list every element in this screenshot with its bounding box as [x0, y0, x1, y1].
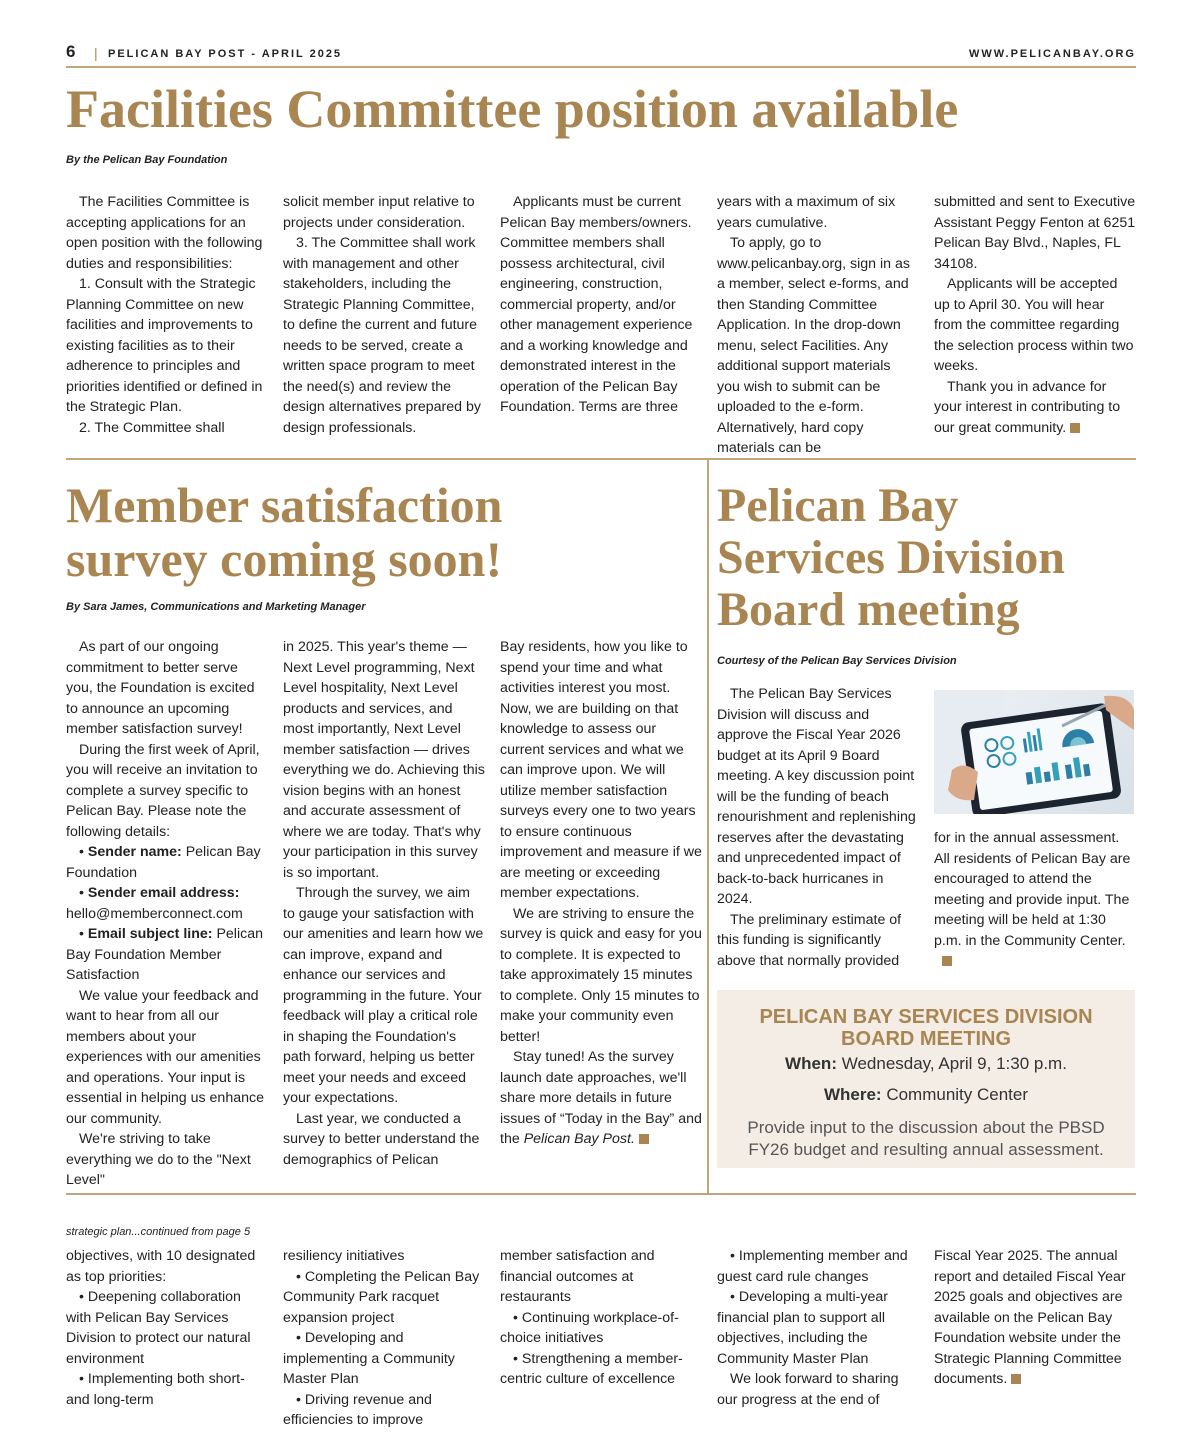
- list-item: • Continuing workplace-of-choice initiatives: [500, 1309, 679, 1346]
- paragraph: During the first week of April, you will receive an invitation to complete a survey specific to Pelican Bay. Please note the following details:: [66, 741, 260, 840]
- paragraph: for in the annual assessment. All residents of Pelican Bay are encouraged to attend the meeting and provide input. The meeting will be held at 1:30 p.m. in the Community Center.: [934, 830, 1131, 949]
- publication-name: Pelican Bay Post.: [523, 1131, 635, 1147]
- end-mark-icon: [1070, 423, 1080, 433]
- article-title-survey: [66, 478, 502, 586]
- paragraph: 1. Consult with the Strategic Planning Committee on new facilities and improvements to existing facilities as to their adherence to principles and priorities identified or defined in the Strategic Plan.: [66, 276, 263, 415]
- meeting-when: [717, 1054, 1135, 1074]
- byline-foundation: By the Pelican Bay Foundation: [66, 154, 228, 166]
- box-title-line-1: PELICAN BAY SERVICES DIVISION: [759, 1006, 1093, 1028]
- tablet-illustration: [934, 690, 1134, 814]
- paragraph: years with a maximum of six years cumulative.: [717, 194, 896, 231]
- article1-column-2: [283, 192, 483, 438]
- subject-value: Pelican Bay Foundation Member Satisfaction: [66, 926, 263, 983]
- end-mark-icon: [942, 956, 952, 966]
- list-item: • Developing a multi-year financial plan to support all objectives, including the Community Master Plan: [717, 1289, 888, 1367]
- tablet-chart-photo: [934, 690, 1134, 814]
- paragraph: solicit member input relative to projects under consideration.: [283, 194, 475, 231]
- publication-title: PELICAN BAY POST - APRIL 2025: [108, 48, 343, 60]
- paragraph: Last year, we conducted a survey to better understand the demographics of Pelican: [283, 1110, 480, 1168]
- paragraph: resiliency initiatives: [283, 1248, 405, 1264]
- title-line: Member satisfaction: [66, 477, 503, 533]
- paragraph: Applicants must be current Pelican Bay members/owners. Committee members shall possess architectural, civil engineering, construction, commercial property, and/or other management experience and a working knowledge and demonstrated interest in the operation of the Pelican Bay Foundation. Terms are three: [500, 194, 693, 415]
- title-line: Board meeting: [717, 583, 1020, 636]
- bullet-icon: •: [79, 844, 88, 860]
- continued-label: strategic plan...continued from page 5: [66, 1226, 251, 1238]
- article3-column-1: [717, 684, 917, 971]
- paragraph: 2. The Committee shall: [79, 419, 225, 436]
- page-number: 6: [66, 42, 76, 61]
- sender-email-value: hello@memberconnect.com: [66, 905, 243, 922]
- paragraph: We value your feedback and want to hear from all our members about your experiences with our amenities and operations. Your input is essential in helping us enhance our community.: [66, 987, 264, 1127]
- paragraph: objectives, with 10 designated as top priorities:: [66, 1248, 256, 1285]
- list-item: • Implementing both short- and long-term: [66, 1371, 245, 1408]
- box-note-line-2: FY26 budget and resulting annual assessment.: [748, 1140, 1104, 1159]
- article2-column-3: [500, 637, 702, 1150]
- when-value: Wednesday, April 9, 1:30 p.m.: [841, 1054, 1067, 1073]
- continued-column-5: [934, 1246, 1136, 1390]
- article-title-facilities: Facilities Committee position available: [66, 79, 959, 139]
- paragraph: Stay tuned! As the survey launch date approaches, we'll share more details in future issues of “Today in the Bay” and the: [500, 1049, 702, 1147]
- paragraph: We are striving to ensure the survey is quick and easy for you to complete. It is expected to take approximately 15 minutes to complete. Only 15 minutes to make your community even better!: [500, 905, 702, 1045]
- byline-pbsd: Courtesy of the Pelican Bay Services Division: [717, 655, 957, 667]
- title-line: Services Division: [717, 531, 1065, 584]
- box-title-line-2: BOARD MEETING: [841, 1028, 1011, 1050]
- paragraph: Through the survey, we aim to gauge your satisfaction with our amenities and learn how we can improve, expand and enhance our services and programming in the future. Your feedback will play a critical role in shaping the Foundation's path forward, helping us better meet your needs and exceed your expectations.: [283, 885, 484, 1106]
- paragraph: The Pelican Bay Services Division will discuss and approve the Fiscal Year 2026 budget at its April 9 Board meeting. A key discussion point will be the funding of beach renourishment and replenishing reserves after the devastating and unprecedented impact of back-to-back hurricanes in 2024.: [717, 686, 916, 907]
- sender-email-label: Sender email address:: [87, 885, 240, 901]
- paragraph: Bay residents, how you like to spend your time and what activities interest you most. Now, we are building on that knowledge to assess our current services and what we can improve upon. We will utilize member satisfaction surveys every one to two years to ensure continuous improvement and measure if we are meeting or exceeding member expectations.: [500, 639, 702, 901]
- end-mark-icon: [1011, 1374, 1021, 1384]
- meeting-info-box: [717, 990, 1135, 1168]
- bullet-icon: •: [79, 885, 88, 901]
- paragraph: Fiscal Year 2025. The annual report and detailed Fiscal Year 2025 goals and objectives are available on the Pelican Bay Foundation website under the Strategic Planning Committee documents.: [934, 1248, 1126, 1387]
- article2-column-2: [283, 637, 485, 1170]
- where-label: Where:: [823, 1085, 882, 1104]
- website-link[interactable]: WWW.PELICANBAY.ORG: [969, 48, 1136, 60]
- list-item: • Completing the Pelican Bay Community Park racquet expansion project: [283, 1268, 480, 1326]
- title-line: survey coming soon!: [66, 531, 503, 587]
- header-rule: [66, 66, 1136, 68]
- byline-sara-james: By Sara James, Communications and Marketing Manager: [66, 601, 366, 613]
- continued-column-4: [717, 1246, 919, 1410]
- paragraph: We look forward to sharing our progress at the end of: [717, 1371, 899, 1408]
- paragraph: in 2025. This year's theme — Next Level programming, Next Level hospitality, Next Level products and services, and most importantly, Next Level member satisfaction — drives everything we do. Achieving this vision begins with an honest and accurate assessment of where we are today. That's why your participation in this survey is so important.: [283, 639, 485, 881]
- continued-column-3: [500, 1246, 702, 1390]
- paragraph: The Facilities Committee is accepting applications for an open position with the following duties and responsibilities:: [66, 194, 263, 272]
- article1-column-3: [500, 192, 700, 418]
- column-divider: [707, 460, 709, 1193]
- article-title-pbsd: [717, 480, 1065, 636]
- list-item: • Developing and implementing a Community Master Plan: [283, 1330, 455, 1387]
- continued-column-2: [283, 1246, 485, 1431]
- when-label: When:: [785, 1054, 837, 1073]
- bullet-icon: •: [79, 926, 88, 942]
- article1-column-4: [717, 192, 917, 459]
- sender-name-label: Sender name:: [87, 844, 182, 860]
- paragraph: The preliminary estimate of this funding is significantly above that normally provided: [717, 911, 902, 969]
- article2-column-1: [66, 637, 268, 1191]
- continued-column-1: [66, 1246, 268, 1410]
- header-separator: |: [94, 45, 98, 61]
- paragraph: 3. The Committee shall work with management and other stakeholders, including the Strategic Planning Committee, to define the current and future needs to be served, create a written space program to meet the need(s) and review the design alternatives prepared by design professionals.: [283, 235, 481, 436]
- paragraph: As part of our ongoing commitment to better serve you, the Foundation is excited to announce an upcoming member satisfaction survey!: [66, 639, 255, 737]
- title-line: Pelican Bay: [717, 479, 959, 532]
- paragraph: To apply, go to www.pelicanbay.org, sign in as a member, select e-forms, and then Standing Committee Application. In the drop-down menu, select Facilities. Any additional support materials you wish to submit can be uploaded to the e-form. Alternatively, hard copy materials can be: [717, 235, 910, 456]
- list-item: • Implementing member and guest card rule changes: [717, 1248, 908, 1285]
- article1-column-5: [934, 192, 1136, 438]
- list-item: • Deepening collaboration with Pelican Bay Services Division to protect our natural environment: [66, 1289, 251, 1367]
- section-rule: [66, 458, 1136, 460]
- meeting-where: [717, 1085, 1135, 1105]
- end-mark-icon: [639, 1134, 649, 1144]
- list-item: • Driving revenue and efficiencies to improve: [283, 1391, 432, 1428]
- paragraph: submitted and sent to Executive Assistant Peggy Fenton at 6251 Pelican Bay Blvd., Naples, FL 34108.: [934, 194, 1136, 272]
- paragraph: member satisfaction and financial outcomes at restaurants: [500, 1248, 655, 1305]
- where-value: Community Center: [886, 1085, 1029, 1104]
- list-item: • Strengthening a member-centric culture of excellence: [500, 1350, 683, 1387]
- sender-name-value: Pelican Bay Foundation: [66, 844, 261, 881]
- box-note-line-1: Provide input to the discussion about the PBSD: [747, 1118, 1105, 1137]
- paragraph: Applicants will be accepted up to April 30. You will hear from the committee regarding the selection process within two weeks.: [934, 276, 1134, 374]
- subject-label: Email subject line:: [87, 926, 213, 942]
- section-rule-bottom: [66, 1193, 1136, 1195]
- paragraph: Thank you in advance for your interest in contributing to our great community.: [934, 378, 1121, 436]
- article3-column-2: [934, 828, 1134, 972]
- article1-column-1: [66, 192, 266, 438]
- paragraph: We're striving to take everything we do to the "Next Level": [66, 1131, 251, 1188]
